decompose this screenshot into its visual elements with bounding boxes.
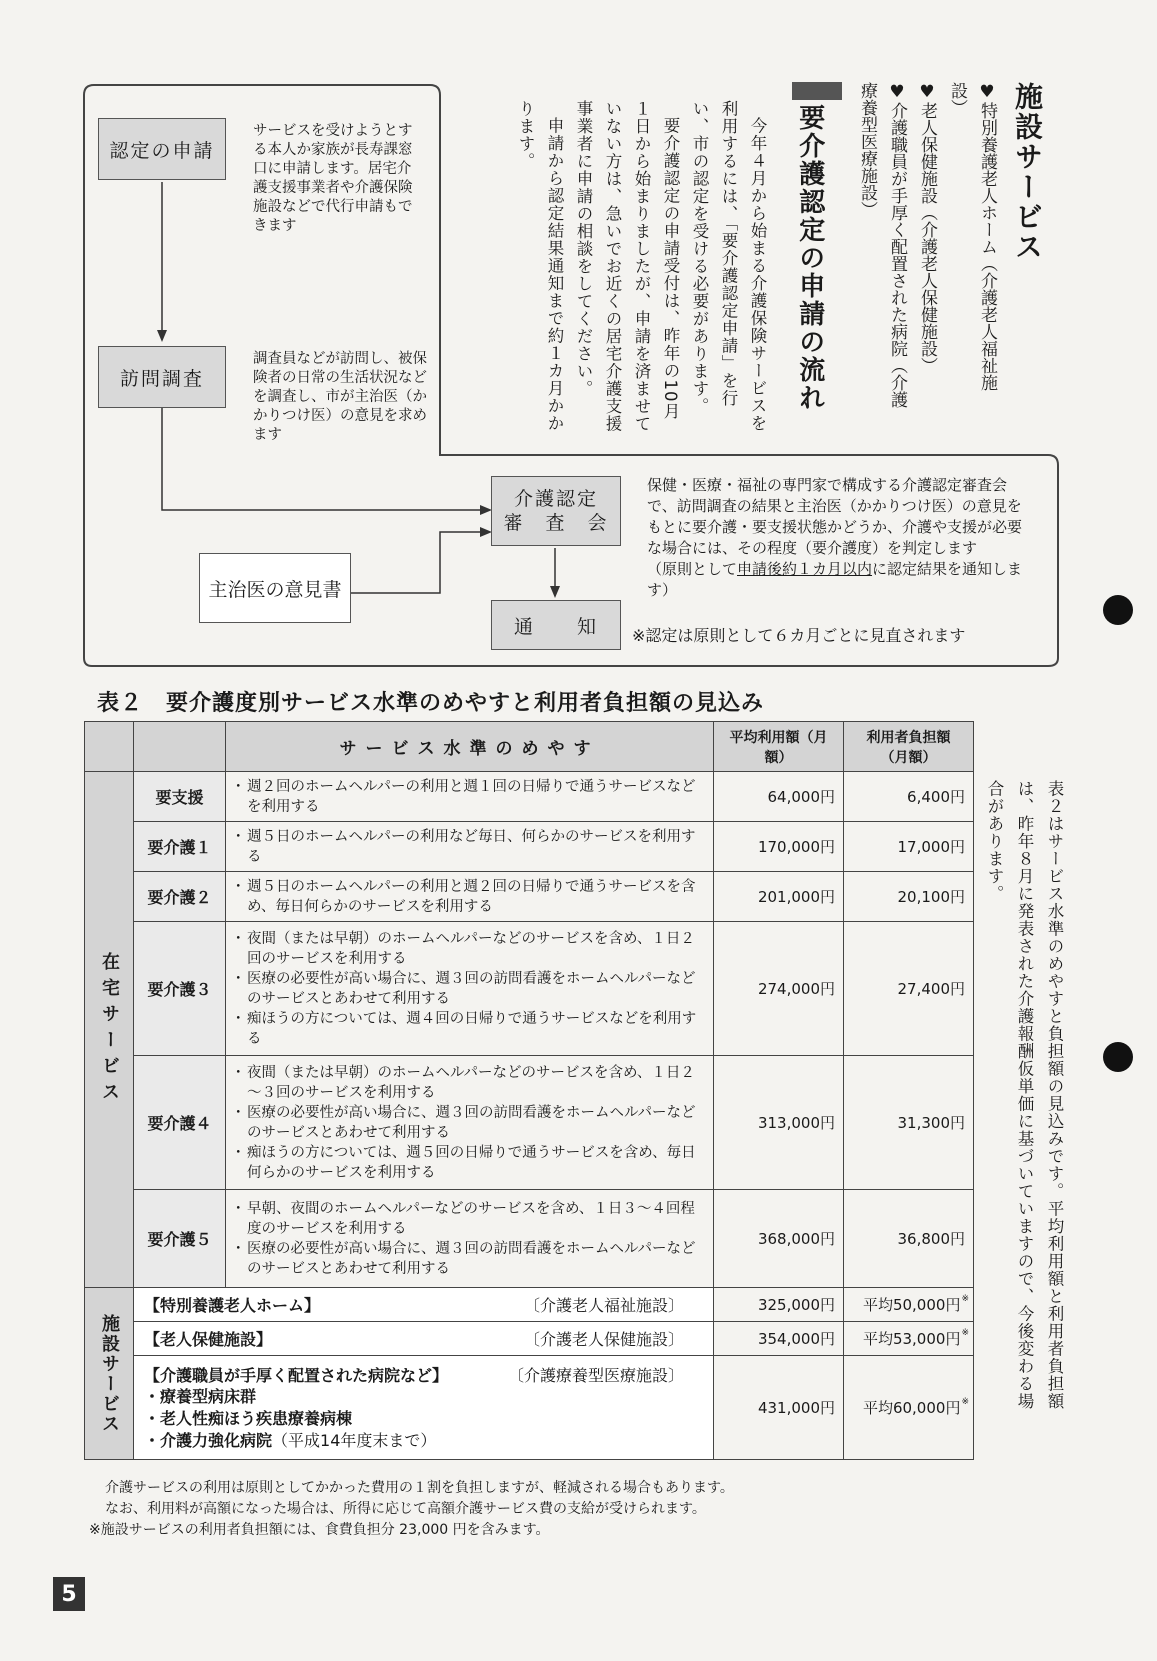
user-burden-cell <box>844 1288 974 1322</box>
page-number: 5 <box>53 1577 85 1611</box>
asterisk-mark: ※ <box>961 1328 969 1338</box>
user-burden-amount: 6,400円 <box>844 772 974 822</box>
avg-usage-amount: 170,000円 <box>714 822 844 872</box>
facility-name-cell <box>134 1288 714 1322</box>
service-item: ・ 週５日のホームヘルパーの利用など毎日、何らかのサービスを利用する <box>235 827 708 867</box>
service-item: ・ 早朝、夜間のホームヘルパーなどのサービスを含め、１日３～４回程度のサービスを利用する <box>235 1199 708 1239</box>
header-blank <box>134 722 226 772</box>
header-user-line2: （月額） <box>880 749 937 766</box>
facility-subitem <box>144 1408 712 1430</box>
binder-hole <box>1103 595 1133 625</box>
facility-subitem-label: ・療養型病床群 <box>144 1387 257 1406</box>
facility-subitem-label: ・老人性痴ほう疾患療養病棟 <box>144 1409 353 1428</box>
care-level: 要介護４ <box>134 1056 226 1190</box>
avg-usage-amount: 431,000円 <box>714 1356 844 1460</box>
review-board-line1: 介護認定 <box>513 488 598 510</box>
header-user-line1: 利用者負担額 <box>866 729 951 746</box>
avg-usage-amount: 325,000円 <box>714 1288 844 1322</box>
facility-name: 【介護職員が手厚く配置された病院など】 <box>144 1366 449 1385</box>
care-level: 要介護３ <box>134 922 226 1056</box>
doctor-opinion: 主治医の意見書 <box>199 553 351 623</box>
flow-paragraph: 申請から認定結果通知まで約１カ月かかります。 <box>516 100 564 432</box>
avg-usage-amount: 313,000円 <box>714 1056 844 1190</box>
service-description <box>226 822 714 872</box>
table-row <box>85 922 974 1056</box>
service-item: ・ 夜間（または早朝）のホームヘルパーなどのサービスを含め、１日２回のサービスを利用する <box>235 929 708 969</box>
care-level: 要介護１ <box>134 822 226 872</box>
facility-name-cell <box>134 1322 714 1356</box>
review-board-note-a: （原則として <box>647 560 738 578</box>
service-item: ・ 医療の必要性が高い場合に、週３回の訪問看護をホームヘルパーなどのサービスとあわせて利用する <box>235 1103 708 1143</box>
step-visit-survey: 訪問調査 <box>98 346 226 408</box>
facility-subitem-note: （平成14年度末まで） <box>272 1431 437 1450</box>
service-description <box>226 1190 714 1288</box>
table2-title: 表２ 要介護度別サービス水準のめやすと利用者負担額の見込み <box>97 691 765 716</box>
footnote: なお、利用料が高額になった場合は、所得に応じて高額介護サービス費の支給が受けられます。 <box>105 1501 706 1517</box>
user-burden-amount: 31,300円 <box>844 1056 974 1190</box>
step-visit-survey-desc: 調査員などが訪問し、被保険者の日常の生活状況などを調査し、市が主治医（かかりつけ医）の意見を求めます <box>253 351 427 443</box>
care-level: 要介護２ <box>134 872 226 922</box>
step-notification: 通 知 <box>491 600 621 650</box>
step-application: 認定の申請 <box>98 118 226 180</box>
step-review-board <box>491 476 621 546</box>
user-burden-cell <box>844 1356 974 1460</box>
table-side-note: 表２はサービス水準のめやすと負担額の見込みです。平均利用額と利用者負担額は、昨年８月に発表された介護報酬仮単価に基づいていますので、今後変わる場合があります。 <box>985 780 1064 1410</box>
footnote: 介護サービスの利用は原則としてかかった費用の１割を負担しますが、軽減される場合もあります。 <box>105 1480 734 1496</box>
table-row <box>85 872 974 922</box>
facility-type: 〔介護老人福祉施設〕 <box>523 1296 684 1315</box>
avg-usage-amount: 201,000円 <box>714 872 844 922</box>
facility-name-cell <box>134 1356 714 1460</box>
review-board-desc <box>647 475 1032 601</box>
facility-subitem <box>144 1430 712 1452</box>
table-row <box>85 1322 974 1356</box>
facility-name: 【老人保健施設】 <box>144 1330 273 1349</box>
facility-subitem-label: ・介護力強化病院 <box>144 1431 273 1450</box>
service-description <box>226 922 714 1056</box>
header-user-burden <box>844 722 974 772</box>
table-row <box>85 772 974 822</box>
user-burden-amount: 平均53,000円 <box>862 1330 961 1348</box>
avg-usage-amount: 274,000円 <box>714 922 844 1056</box>
table-row <box>85 1056 974 1190</box>
facility-service-label: 施設サービス <box>85 1288 134 1460</box>
flow-paragraph: 要介護認定の申請受付は、昨年の10月１日から始まりましたが、申請を済ませていない方は、急いでお近くの居宅介護支援事業者に申請の相談をしてください。 <box>574 100 680 433</box>
care-level: 要介護５ <box>134 1190 226 1288</box>
facility-item: ♥特別養護老人ホーム（介護老人福祉施設） <box>947 82 997 391</box>
service-item: ・ 医療の必要性が高い場合に、週３回の訪問看護をホームヘルパーなどのサービスとあわせて利用する <box>235 969 708 1009</box>
review-board-desc-text: 保健・医療・福祉の専門家で構成する介護認定審査会で、訪問調査の結果と主治医（かかりつけ医）の意見をもとに要介護・要支援状態かどうか、介護や支援が必要な場合には、その程度（要介護度）を判定します <box>647 476 1023 557</box>
footnotes <box>89 1478 734 1541</box>
header-avg-line1: 平均利用額（月 <box>729 729 828 746</box>
step-application-desc: サービスを受けようとする本人か家族が長寿課窓口に申請します。居宅介護支援事業者や介護保険施設などで代行申請もできます <box>253 123 413 234</box>
facility-service-rows <box>85 1288 974 1460</box>
facility-type: 〔介護療養型医療施設〕 <box>507 1366 684 1385</box>
home-service-rows <box>85 772 974 1288</box>
service-item: ・ 夜間（または早朝）のホームヘルパーなどのサービスを含め、１日２～３回のサービスを利用する <box>235 1063 708 1103</box>
asterisk-mark: ※ <box>961 1397 969 1407</box>
table-row <box>85 1190 974 1288</box>
review-cycle-note: ※認定は原則として６カ月ごとに見直されます <box>632 626 966 645</box>
flow-paragraph: 今年４月から始まる介護保険サービスを利用するには、「要介護認定申請」を行い、市の認定を受ける必要があります。 <box>690 100 767 432</box>
service-item: ・ 週５日のホームヘルパーの利用と週２回の日帰りで通うサービスを含め、毎日何らかのサービスを利用する <box>235 877 708 917</box>
avg-usage-amount: 368,000円 <box>714 1190 844 1288</box>
table-row <box>85 1356 974 1460</box>
service-description <box>226 772 714 822</box>
flow-heading: 要介護認定の申請の流れ <box>794 104 825 412</box>
service-description <box>226 1056 714 1190</box>
footnote: ※施設サービスの利用者負担額には、食費負担分 23,000 円を含みます。 <box>89 1522 550 1538</box>
binder-hole <box>1103 1042 1133 1072</box>
review-board-line2: 審 査 会 <box>503 512 609 534</box>
facility-subitem <box>144 1386 712 1408</box>
table-row <box>85 1288 974 1322</box>
care-level: 要支援 <box>134 772 226 822</box>
facility-type: 〔介護老人保健施設〕 <box>523 1330 684 1349</box>
service-item: ・ 痴ほうの方については、週５回の日帰りで通うサービスを含め、毎日何らかのサービスを利用する <box>235 1143 708 1183</box>
avg-usage-amount: 64,000円 <box>714 772 844 822</box>
user-burden-amount: 36,800円 <box>844 1190 974 1288</box>
header-avg-usage <box>714 722 844 772</box>
user-burden-amount: 20,100円 <box>844 872 974 922</box>
avg-usage-amount: 354,000円 <box>714 1322 844 1356</box>
table-row <box>85 822 974 872</box>
header-blank <box>85 722 134 772</box>
facility-item: ♥介護職員が手厚く配置された病院（介護療養型医療施設） <box>857 82 907 408</box>
service-item: ・ 痴ほうの方については、週４回の日帰りで通うサービスなどを利用する <box>235 1009 708 1049</box>
header-service-level: サービス水準のめやす <box>226 722 714 772</box>
facility-item: ♥老人保健施設（介護老人保健施設） <box>917 82 937 374</box>
asterisk-mark: ※ <box>961 1294 969 1304</box>
user-burden-cell <box>844 1322 974 1356</box>
service-item: ・ 週２回のホームヘルパーの利用と週１回の日帰りで通うサービスなどを利用する <box>235 777 708 817</box>
review-board-note-underline: 申請後約１カ月以内 <box>737 560 873 578</box>
review-board-note-c: に認定結果を通知します） <box>647 560 1023 599</box>
header-avg-line2: 額） <box>764 749 793 766</box>
facility-name: 【特別養護老人ホーム】 <box>144 1296 321 1315</box>
facility-heading: 施設サービス <box>1011 82 1044 262</box>
user-burden-amount: 平均60,000円 <box>862 1399 961 1417</box>
user-burden-amount: 平均50,000円 <box>862 1296 961 1314</box>
service-item: ・ 医療の必要性が高い場合に、週３回の訪問看護をホームヘルパーなどのサービスとあわせて利用する <box>235 1239 708 1279</box>
user-burden-amount: 17,000円 <box>844 822 974 872</box>
home-service-label: 在宅サービス <box>85 772 134 1288</box>
service-description <box>226 872 714 922</box>
service-table <box>84 721 974 1460</box>
user-burden-amount: 27,400円 <box>844 922 974 1056</box>
